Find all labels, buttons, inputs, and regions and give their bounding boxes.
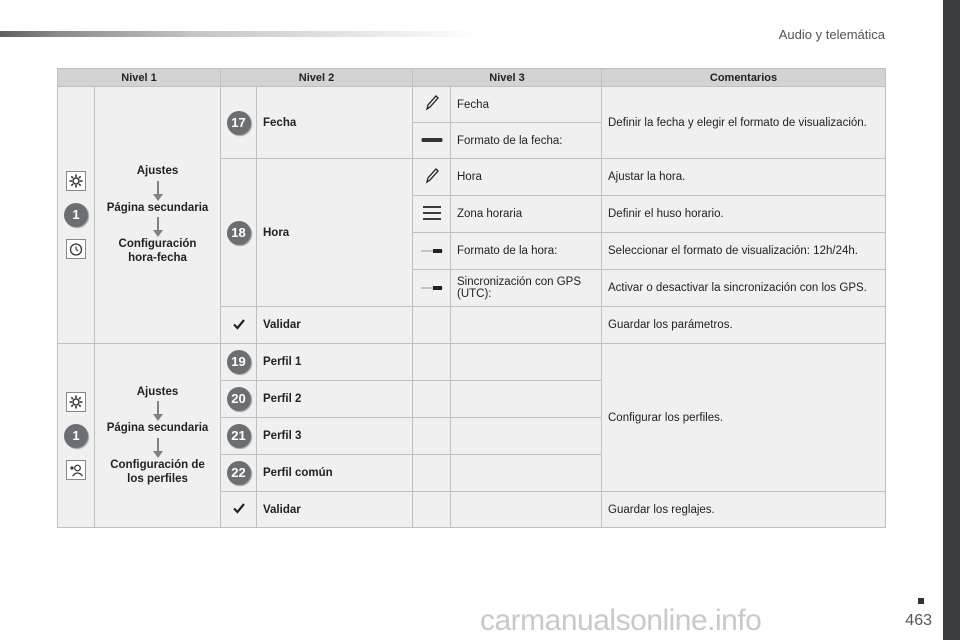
- level3-icon-cell: [413, 196, 451, 233]
- checkmark-icon: [233, 318, 245, 330]
- path-step-ajustes: Ajustes: [136, 385, 179, 398]
- level2-number-cell: [221, 418, 257, 455]
- comment-cell: Definir el huso horario.: [602, 196, 886, 233]
- level2-label-perfil-2: Perfil 2: [257, 381, 413, 418]
- level3-icon-cell: [413, 233, 451, 270]
- step-number-badge: 1: [64, 203, 88, 227]
- column-header-nivel3: Nivel 3: [413, 69, 602, 87]
- level2-label-fecha: Fecha: [257, 87, 413, 159]
- user-profile-icon: [66, 460, 86, 480]
- validate-icon-cell: [221, 307, 257, 344]
- table-row: [58, 344, 886, 381]
- level2-number-cell: [221, 455, 257, 492]
- page-header-title: Audio y telemática: [778, 27, 885, 42]
- level2-number-cell: [221, 381, 257, 418]
- path-step-configuracion: Configuración hora-fecha: [118, 238, 197, 265]
- page-marker: [918, 598, 924, 604]
- level2-number-cell: [221, 159, 257, 307]
- step-number-badge: 17: [227, 111, 251, 135]
- table-header-row: [58, 69, 886, 87]
- pencil-icon: [424, 94, 440, 112]
- down-arrow-icon: [157, 181, 159, 195]
- empty-cell: [451, 455, 602, 492]
- level1-path-cell: [95, 344, 221, 528]
- level3-label-cell: Hora: [451, 159, 602, 196]
- empty-cell: [413, 344, 451, 381]
- empty-cell: [451, 381, 602, 418]
- comment-cell: Ajustar la hora.: [602, 159, 886, 196]
- checkmark-icon: [233, 502, 245, 514]
- down-arrow-icon: [157, 217, 159, 231]
- column-header-nivel2: Nivel 2: [221, 69, 413, 87]
- page-edge-strip: [943, 0, 960, 640]
- comment-cell: Seleccionar el formato de visualización: 12h/24h.: [602, 233, 886, 270]
- level3-icon-cell: [413, 159, 451, 196]
- comment-cell: Guardar los reglajes.: [602, 492, 886, 528]
- table-row: [58, 87, 886, 123]
- empty-cell: [413, 307, 451, 344]
- toggle-bar-icon: [421, 136, 443, 144]
- comment-cell: Guardar los parámetros.: [602, 307, 886, 344]
- switch-icon: [421, 285, 443, 291]
- level1-icons-cell: [58, 344, 95, 528]
- level3-icon-cell: [413, 87, 451, 123]
- menu-table: [57, 68, 886, 528]
- comment-cell: Definir la fecha y elegir el formato de visualización.: [602, 87, 886, 159]
- empty-cell: [451, 344, 602, 381]
- empty-cell: [451, 418, 602, 455]
- level3-label-cell: Formato de la fecha:: [451, 123, 602, 159]
- comment-cell: Configurar los perfiles.: [602, 344, 886, 492]
- empty-cell: [451, 307, 602, 344]
- empty-cell: [413, 455, 451, 492]
- settings-gear-icon: [66, 392, 86, 412]
- step-number-badge: 18: [227, 221, 251, 245]
- level3-icon-cell: [413, 270, 451, 307]
- header-gradient-bar: [0, 31, 480, 37]
- down-arrow-icon: [157, 401, 159, 415]
- empty-cell: [413, 418, 451, 455]
- empty-cell: [451, 492, 602, 528]
- path-step-pagina-secundaria: Página secundaria: [106, 422, 209, 435]
- validate-label: Validar: [257, 492, 413, 528]
- step-number-badge: 20: [227, 387, 251, 411]
- clock-icon: [66, 239, 86, 259]
- column-header-comentarios: Comentarios: [602, 69, 886, 87]
- path-step-pagina-secundaria: Página secundaria: [106, 201, 209, 214]
- step-number-badge: 1: [64, 424, 88, 448]
- watermark-text: carmanualsonline.info: [480, 604, 762, 637]
- switch-icon: [421, 248, 443, 254]
- page-number: 463: [905, 612, 932, 629]
- path-step-configuracion: Configuración de los perfiles: [110, 458, 205, 485]
- validate-label: Validar: [257, 307, 413, 344]
- down-arrow-icon: [157, 438, 159, 452]
- level3-label-cell: Fecha: [451, 87, 602, 123]
- level2-number-cell: [221, 344, 257, 381]
- level3-label-cell: Zona horaria: [451, 196, 602, 233]
- empty-cell: [413, 381, 451, 418]
- level1-path-cell: [95, 87, 221, 344]
- level2-label-perfil-comun: Perfil común: [257, 455, 413, 492]
- step-number-badge: 19: [227, 350, 251, 374]
- level2-label-hora: Hora: [257, 159, 413, 307]
- level1-icons-cell: [58, 87, 95, 344]
- empty-cell: [413, 492, 451, 528]
- level3-label-cell: Sincronización con GPS (UTC):: [451, 270, 602, 307]
- level2-label-perfil-3: Perfil 3: [257, 418, 413, 455]
- settings-gear-icon: [66, 171, 86, 191]
- step-number-badge: 22: [227, 461, 251, 485]
- path-step-ajustes: Ajustes: [136, 165, 179, 178]
- level3-icon-cell: [413, 123, 451, 159]
- comment-cell: Activar o desactivar la sincronización con los GPS.: [602, 270, 886, 307]
- pencil-icon: [424, 167, 440, 185]
- level2-label-perfil-1: Perfil 1: [257, 344, 413, 381]
- validate-icon-cell: [221, 492, 257, 528]
- step-number-badge: 21: [227, 424, 251, 448]
- level2-number-cell: [221, 87, 257, 159]
- list-icon: [422, 205, 442, 221]
- column-header-nivel1: Nivel 1: [58, 69, 221, 87]
- level3-label-cell: Formato de la hora:: [451, 233, 602, 270]
